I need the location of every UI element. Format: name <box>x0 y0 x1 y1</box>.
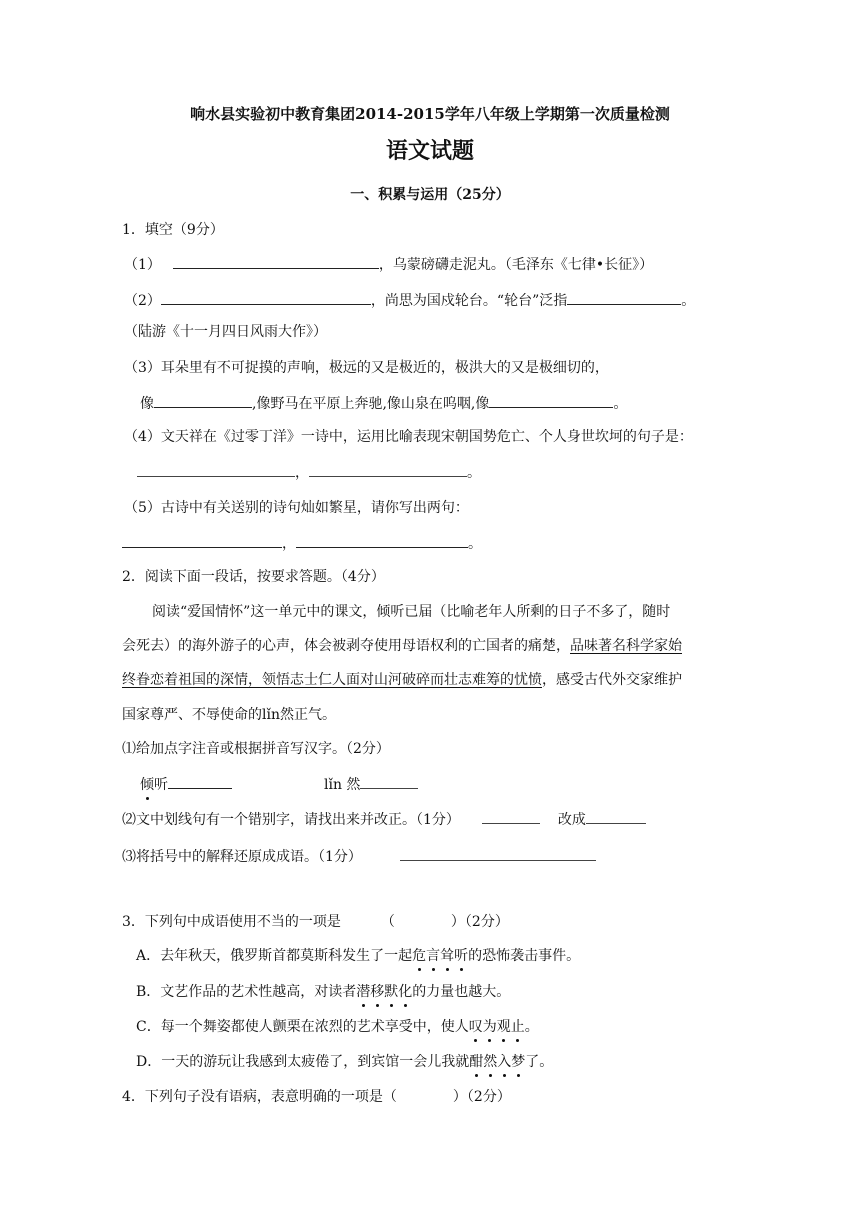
q1-item-2-label: （2） <box>124 293 161 309</box>
q1-item-4-line2 <box>137 461 481 483</box>
q3-option-b-text-end: 的力量也越大。 <box>412 984 511 1000</box>
q3-option-a-text-end: 的恐怖袭击事件。 <box>468 948 581 964</box>
q2-sub-1-answers <box>140 773 418 795</box>
q3-dotted-char: 默 <box>384 984 399 1000</box>
q1-item-2-text: ，尚思为国戍轮台。“轮台”泛指 <box>370 293 568 309</box>
q2-dotted-char: 倾 <box>140 777 154 793</box>
q1-item-3-line2 <box>140 392 627 414</box>
q3-dotted-char: 耸 <box>440 948 455 964</box>
q2-underlined-sentence-cont: 终眷恋着祖国的深情，领悟志士仁人面对山河破碎而壮志难筹的忧愤 <box>122 672 542 688</box>
q3-option-c <box>136 1017 539 1037</box>
q2-underlined-sentence: 品味著名科学家始 <box>570 638 682 654</box>
q1-item-4-blank-1[interactable] <box>137 461 295 477</box>
q2-pinyin-word: lǐn 然 <box>324 777 361 793</box>
q3-option-b-text: B．文艺作品的艺术性越高，对读者 <box>136 984 357 1000</box>
q1-item-3-end: 。 <box>613 396 628 412</box>
q2-sub-1: ⑴给加点字注音或根据拼音写汉字。（2分） <box>122 741 390 757</box>
q1-item-3-middle: ,像野马在平原上奔驰,像山泉在呜咽,像 <box>252 396 490 412</box>
q2-pinyin-blank[interactable] <box>168 773 232 789</box>
section-heading: 一、积累与运用（25分） <box>350 187 510 203</box>
q1-item-2-answer-blank[interactable] <box>161 289 371 305</box>
q3-dotted-char: 化 <box>398 984 413 1000</box>
q2-passage-line-1: 阅读“爱国情怀”这一单元中的课文，倾听已届（比喻老年人所剩的日子不多了，随时 <box>152 604 671 620</box>
q1-item-3: （3）耳朵里有不可捉摸的声响，极远的又是极近的，极洪大的又是极细切的， <box>124 360 609 376</box>
q3-dotted-char: 入 <box>497 1054 512 1070</box>
q3-answer-paren[interactable]: （ ）（2分） <box>380 914 509 930</box>
q3-dotted-char: 酣 <box>469 1054 484 1070</box>
q2-passage-line-3 <box>122 670 682 690</box>
q3-option-d-text: D．一天的游玩让我感到太疲倦了，到宾馆一会儿我就 <box>136 1054 470 1070</box>
exam-title: 语文试题 <box>385 138 474 164</box>
q3-dotted-char: 为 <box>482 1019 497 1035</box>
q3-option-a <box>136 946 580 966</box>
q1-item-1 <box>124 253 653 275</box>
q2-sub-2 <box>122 808 646 830</box>
q3-title <box>122 912 509 932</box>
exam-header: 响水县实验初中教育集团2014-2015学年八年级上学期第一次质量检测 <box>190 105 670 123</box>
q1-item-4-comma: ， <box>295 465 309 481</box>
q1-item-4-end: 。 <box>467 465 481 481</box>
q2-correct-char-blank[interactable] <box>586 808 646 824</box>
q2-char: 听 <box>154 777 168 793</box>
q1-item-2-source: （陆游《十一月四日风雨大作》） <box>124 324 327 340</box>
q1-item-5-line2 <box>122 532 482 554</box>
q3-dotted-char: 危 <box>412 948 427 964</box>
q2-hanzi-blank[interactable] <box>360 773 418 789</box>
q2-sub-3-text: ⑶将括号中的解释还原成成语。（1分） <box>122 849 362 865</box>
q3-option-b <box>136 982 510 1002</box>
q4-title: 4．下列句子没有语病，表意明确的一项是（ ）（2分） <box>122 1089 511 1105</box>
q1-item-4-blank-2[interactable] <box>309 461 467 477</box>
q3-option-d-text-end: 了。 <box>525 1054 554 1070</box>
q2-title: 2．阅读下面一段话，按要求答题。（4分） <box>122 569 385 585</box>
q2-idiom-blank[interactable] <box>400 845 596 861</box>
q3-title-text: 3．下列句中成语使用不当的一项是 <box>122 914 341 930</box>
q1-item-5-blank-1[interactable] <box>122 532 282 548</box>
q3-dotted-char: 言 <box>426 948 441 964</box>
q2-passage-text: ，感受古代外交家维护 <box>542 672 682 688</box>
q2-passage-text: 会死去）的海外游子的心声，体会被剥夺使用母语权利的亡国者的痛楚， <box>122 638 570 654</box>
q3-dotted-char: 梦 <box>511 1054 526 1070</box>
q3-dotted-char: 潜 <box>356 984 371 1000</box>
q2-sub-3 <box>122 845 596 867</box>
q2-change-to: 改成 <box>557 812 586 828</box>
q1-item-2-luntai-blank[interactable] <box>567 289 681 305</box>
q1-item-5-end: 。 <box>468 536 482 552</box>
q3-dotted-char: 止 <box>510 1019 525 1035</box>
q3-option-d <box>136 1052 553 1072</box>
q3-dotted-char: 移 <box>370 984 385 1000</box>
q1-item-2-end: 。 <box>681 293 696 309</box>
q3-option-c-text: C．每一个舞姿都使人颤栗在浓烈的艺术享受中，使人 <box>136 1019 469 1035</box>
q1-title: 1．填空（9分） <box>122 222 224 238</box>
q1-item-5-comma: ， <box>282 536 296 552</box>
q1-item-3-like: 像 <box>140 396 154 412</box>
q1-item-4: （4）文天祥在《过零丁洋》一诗中，运用比喻表现宋朝国势危亡、个人身世坎坷的句子是： <box>124 429 693 445</box>
q1-item-1-answer-blank[interactable] <box>173 253 379 269</box>
q3-dotted-char: 听 <box>454 948 469 964</box>
q3-option-c-text-end: 。 <box>524 1019 539 1035</box>
q1-item-5: （5）古诗中有关送别的诗句灿如繁星，请你写出两句： <box>124 500 469 516</box>
q2-wrong-char-blank[interactable] <box>482 808 540 824</box>
q3-dotted-char: 叹 <box>468 1019 483 1035</box>
q3-option-a-text: A．去年秋天，俄罗斯首都莫斯科发生了一起 <box>136 948 413 964</box>
q1-item-5-blank-2[interactable] <box>296 532 468 548</box>
q1-item-2 <box>124 289 695 311</box>
q2-passage-line-4: 国家尊严、不辱使命的lǐn然正气。 <box>122 707 336 723</box>
q1-item-3-blank-1[interactable] <box>154 392 252 408</box>
q2-sub-2-text: ⑵文中划线句有一个错别字，请找出来并改正。（1分） <box>122 812 460 828</box>
q1-item-3-blank-2[interactable] <box>489 392 613 408</box>
q2-passage-line-2 <box>122 636 682 656</box>
q1-item-1-text: ，乌蒙磅礴走泥丸。（毛泽东《七律•长征》） <box>378 257 654 273</box>
q3-dotted-char: 然 <box>483 1054 498 1070</box>
q3-dotted-char: 观 <box>496 1019 511 1035</box>
q1-item-1-label: （1） <box>124 257 161 273</box>
